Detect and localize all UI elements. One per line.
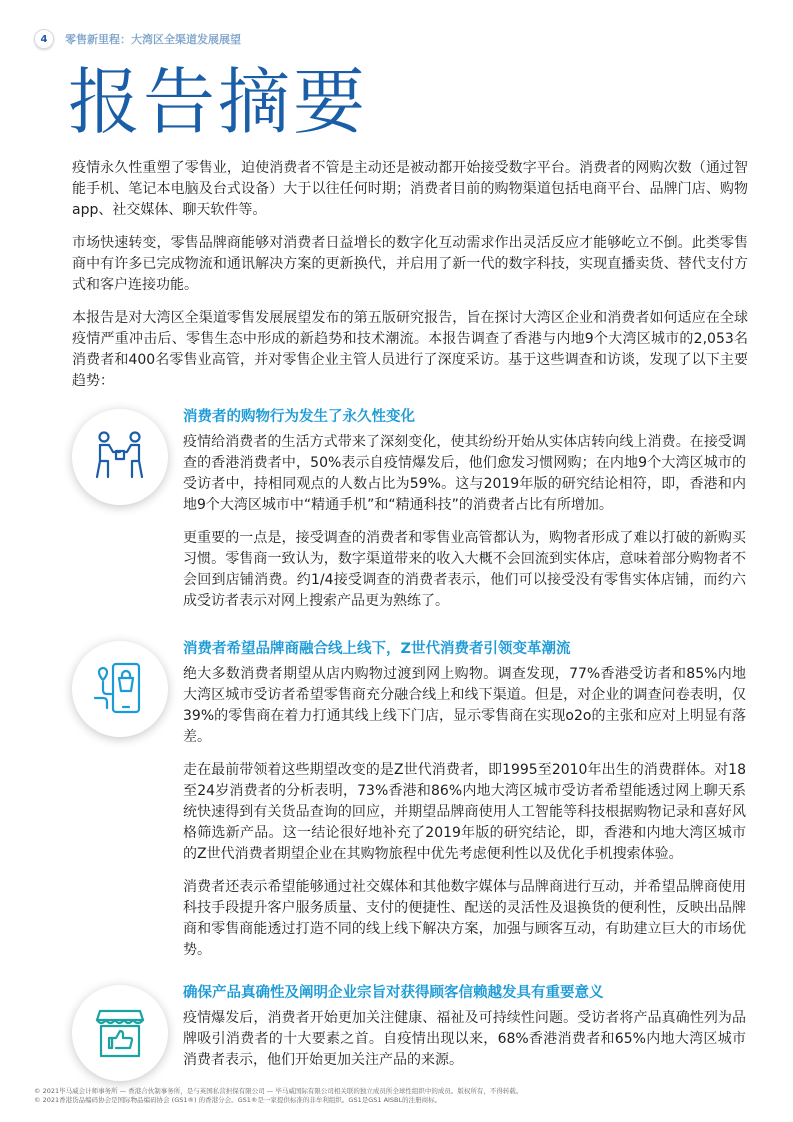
delivery-person-icon bbox=[72, 409, 168, 505]
page-number: 4 bbox=[34, 29, 54, 49]
intro-paragraph: 市场快速转变，零售品牌商能够对消费者日益增长的数字化互动需求作出灵活反应才能够屹立不倒。此类零售商中有许多已完成物流和通讯解决方案的更新换代，并启用了新一代的数字科技，实现直播卖货、替代支付方式和客户连接功能。 bbox=[72, 235, 748, 293]
mobile-shopping-icon bbox=[72, 641, 168, 737]
storefront-thumbs-up-icon bbox=[72, 985, 168, 1081]
running-title: 零售新里程：大湾区全渠道发展展望 bbox=[65, 33, 241, 46]
section-paragraph: 疫情给消费者的生活方式带来了深刻变化，使其纷纷开始从实体店转向线上消费。在接受调查的香港消费者中，50%表示自疫情爆发后，他们愈发习惯网购；在内地9个大湾区城市的受访者中，持相同观点的人数占比为59%。这与2019年版的研究结论相符，即，香港和内地9个大湾区城市中“精通手机”和“精通科技”的消费者占比有所增加。 bbox=[183, 434, 746, 513]
copyright-footer bbox=[34, 1087, 522, 1105]
section-paragraph: 更重要的一点是，接受调查的消费者和零售业高管都认为，购物者形成了难以打破的新购买习惯。零售商一致认为，数字渠道带来的收入大概不会回流到实体店，意味着部分购物者不会回到店铺消费。约1/4接受调查的消费者表示，他们可以接受没有零售实体店铺，而约六成受访者表示对网上搜索产品更为熟练了。 bbox=[183, 530, 746, 609]
section-title: 消费者希望品牌商融合线上线下，Z世代消费者引领变革潮流 bbox=[183, 641, 571, 657]
trend-section-authenticity bbox=[72, 983, 752, 1083]
section-title: 消费者的购物行为发生了永久性变化 bbox=[183, 409, 415, 425]
section-paragraph: 疫情爆发后，消费者开始更加关注健康、福祉及可持续性问题。受访者将产品真确性列为品牌吸引消费者的十大要素之首。自疫情出现以来，68%香港消费者和65%内地大湾区城市消费者表示，他们开始更加关注产品的来源。 bbox=[183, 1010, 746, 1068]
intro-text bbox=[72, 158, 748, 404]
copyright-line: © 2021毕马威会计师事务所 — 香港合伙制事务所，是与英国私营担保有限公司 — 毕马威国际有限公司相关联的独立成员所全球性组织中的成员。版权所有，不得转载。 bbox=[34, 1087, 523, 1095]
section-paragraph: 走在最前带领着这些期望改变的是Z世代消费者，即1995至2010年出生的消费群体。对18至24岁消费者的分析表明，73%香港和86%内地大湾区城市受访者希望能透过网上聊天系统快速得到有关货品查询的回应，并期望品牌商使用人工智能等科技根据购物记录和喜好风格筛选新产品。这一结论很好地补充了2019年版的研究结论，即，香港和内地大湾区城市的Z世代消费者期望企业在其购物旅程中优先考虑便利性以及优化手机搜索体验。 bbox=[183, 762, 746, 862]
trend-section-omnichannel bbox=[72, 639, 752, 973]
section-paragraph: 绝大多数消费者期望从店内购物过渡到网上购物。调查发现，77%香港受访者和85%内地大湾区城市受访者希望零售商充分融合线上和线下渠道。但是，对企业的调查问卷表明，仅39%的零售商在着力打通其线上线下门店，显示零售商在实现o2o的主张和应对上明显有落差。 bbox=[183, 666, 746, 745]
trend-section-shopping-behaviour bbox=[72, 407, 752, 624]
page-header bbox=[34, 28, 241, 50]
section-title: 确保产品真确性及阐明企业宗旨对获得顾客信赖越发具有重要意义 bbox=[183, 985, 604, 1001]
intro-paragraph: 疫情永久性重塑了零售业，迫使消费者不管是主动还是被动都开始接受数字平台。消费者的网购次数（通过智能手机、笔记本电脑及台式设备）大于以往任何时期；消费者目前的购物渠道包括电商平台、品牌门店、购物app、社交媒体、聊天软件等。 bbox=[72, 160, 748, 218]
copyright-line: © 2021香港货品编码协会是国际物品编码协会 (GS1®) 的香港分会。GS1®是一家提供标准的非牟利组织。GS1是GS1 AISBL的注册商标。 bbox=[34, 1096, 442, 1104]
section-paragraph: 消费者还表示希望能够通过社交媒体和其他数字媒体与品牌商进行互动，并希望品牌商使用科技手段提升客户服务质量、支付的便捷性、配送的灵活性及退换货的便利性，反映出品牌商和零售商能透过打造不同的线上线下解决方案，加强与顾客互动，有助建立巨大的市场优势。 bbox=[183, 879, 746, 958]
page-title: 报告摘要 bbox=[68, 60, 369, 144]
intro-paragraph: 本报告是对大湾区全渠道零售发展展望发布的第五版研究报告，旨在探讨大湾区企业和消费者如何适应在全球疫情严重冲击后、零售生态中形成的新趋势和技术潮流。本报告调查了香港与内地9个大湾区城市的2,053名消费者和400名零售业高管，并对零售企业主管人员进行了深度采访。基于这些调查和访谈，发现了以下主要趋势： bbox=[72, 310, 748, 389]
